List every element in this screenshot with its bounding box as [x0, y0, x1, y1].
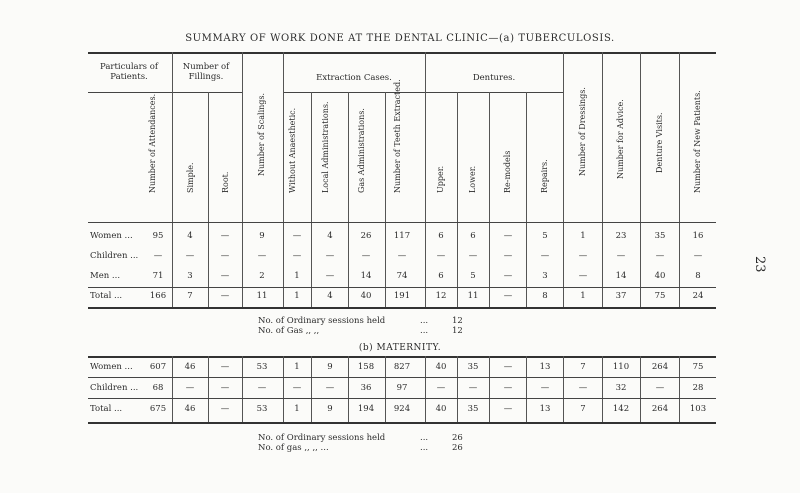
note-value: 26 [452, 443, 463, 453]
table-cell: — [220, 251, 230, 261]
table-cell: 9 [327, 362, 333, 372]
table-cell: 7 [580, 362, 586, 372]
table-cell: — [503, 404, 513, 414]
table-cell: — [503, 362, 513, 372]
table-cell: 14 [360, 271, 372, 281]
table-cell: 35 [654, 231, 666, 241]
table-cell: — [185, 383, 195, 393]
table-cell: — [693, 251, 703, 261]
col-divider [283, 52, 284, 307]
table-cell: 68 [152, 383, 164, 393]
table-cell: 40 [435, 404, 447, 414]
header-gas: Gas Administrations. [357, 108, 366, 193]
table-cell: 166 [149, 291, 167, 301]
table-bottom-rule [88, 307, 716, 309]
table-cell: 117 [393, 231, 411, 241]
row-label: Children ... [90, 251, 139, 261]
table-cell: 28 [692, 383, 704, 393]
row-label: Total ... [90, 291, 123, 301]
table-cell: — [185, 251, 195, 261]
table-cell: 6 [438, 271, 444, 281]
maternity-top-rule [88, 356, 716, 358]
header-local: Local Administrations. [321, 101, 330, 193]
subheader-rule-left [88, 92, 242, 93]
header-teeth-extracted: Number of Teeth Extracted. [393, 79, 402, 193]
maternity-bottom-rule [88, 422, 716, 424]
header-bottom-rule [88, 222, 716, 223]
table-cell: 36 [360, 383, 372, 393]
table-cell: — [292, 231, 302, 241]
table-cell: 1 [294, 271, 300, 281]
table-cell: 26 [360, 231, 372, 241]
table-cell: 4 [327, 231, 333, 241]
table-cell: 1 [580, 291, 586, 301]
note-value: 26 [452, 433, 463, 443]
table-cell: — [503, 291, 513, 301]
page-title: SUMMARY OF WORK DONE AT THE DENTAL CLINIC—(a) TUBERCULOSIS. [185, 33, 615, 44]
table-cell: — [540, 251, 550, 261]
table-cell: 264 [651, 362, 669, 372]
table-cell: 40 [435, 362, 447, 372]
col-divider [602, 52, 603, 307]
table-cell: 12 [435, 291, 447, 301]
header-new-patients: Number of New Patients. [693, 90, 702, 193]
table-cell: 16 [692, 231, 704, 241]
table-cell: 675 [149, 404, 167, 414]
table-cell: 194 [357, 404, 375, 414]
table-cell: 8 [542, 291, 548, 301]
col-divider [679, 52, 680, 307]
table-cell: — [616, 251, 626, 261]
table-cell: 35 [467, 362, 479, 372]
table-cell: 95 [152, 231, 164, 241]
table-cell: — [292, 251, 302, 261]
col-divider [242, 52, 243, 307]
header-denture-visits: Denture Visits. [655, 112, 664, 173]
table-cell: 5 [470, 271, 476, 281]
table-cell: 14 [615, 271, 627, 281]
table-cell: — [503, 251, 513, 261]
table-cell: 827 [393, 362, 411, 372]
table-cell: — [655, 251, 665, 261]
table-cell: 11 [256, 291, 268, 301]
table-cell: 1 [580, 231, 586, 241]
table-cell: — [436, 383, 446, 393]
header-remodels: Re-models [503, 150, 512, 193]
table-cell: 4 [187, 231, 193, 241]
table-cell: 110 [612, 362, 630, 372]
table-cell: — [503, 383, 513, 393]
table-cell: 6 [438, 231, 444, 241]
table-cell: — [292, 383, 302, 393]
table-cell: — [325, 251, 335, 261]
total-rule [88, 287, 716, 288]
table-cell: 924 [393, 404, 411, 414]
table-cell: 24 [692, 291, 704, 301]
table-cell: 158 [357, 362, 375, 372]
table-cell: 607 [149, 362, 167, 372]
table-cell: 103 [689, 404, 707, 414]
table-cell: 46 [184, 362, 196, 372]
maternity-title: (b) MATERNITY. [358, 343, 442, 353]
maternity-row-rule [88, 398, 716, 399]
table-cell: — [361, 251, 371, 261]
table-cell: 7 [187, 291, 193, 301]
header-simple: Simple. [186, 162, 195, 193]
table-cell: — [655, 383, 665, 393]
table-cell: — [220, 362, 230, 372]
subheader-rule-right [283, 92, 563, 93]
table-cell: 40 [360, 291, 372, 301]
table-cell: 53 [256, 362, 268, 372]
header-advice: Number for Advice. [616, 99, 625, 179]
table-cell: — [468, 383, 478, 393]
table-cell: 9 [259, 231, 265, 241]
table-cell: 4 [327, 291, 333, 301]
header-dressings: Number of Dressings. [578, 87, 587, 176]
table-cell: 35 [467, 404, 479, 414]
table-cell: 5 [542, 231, 548, 241]
row-label: Children ... [90, 383, 139, 393]
maternity-row-rule [88, 377, 716, 378]
table-cell: — [503, 231, 513, 241]
table-cell: — [220, 271, 230, 281]
table-cell: — [220, 291, 230, 301]
row-label: Men ... [90, 271, 121, 281]
table-cell: — [468, 251, 478, 261]
note-label: No. of Ordinary sessions held [258, 433, 386, 443]
note-dots: ... [420, 433, 429, 443]
table-cell: — [153, 251, 163, 261]
table-cell: — [220, 231, 230, 241]
table-cell: 1 [294, 362, 300, 372]
table-cell: 74 [396, 271, 408, 281]
table-cell: 13 [539, 404, 551, 414]
note-label: No. of Gas ,, ,, [258, 326, 320, 336]
table-cell: 75 [692, 362, 704, 372]
table-top-rule [88, 52, 716, 54]
col-divider [425, 52, 426, 307]
table-cell: 264 [651, 404, 669, 414]
table-cell: — [325, 271, 335, 281]
note-label: No. of Ordinary sessions held [258, 316, 386, 326]
row-label: Total ... [90, 404, 123, 414]
col-divider [563, 52, 564, 307]
table-cell: — [540, 383, 550, 393]
table-cell: — [397, 251, 407, 261]
header-particulars: Particulars of Patients. [99, 62, 158, 82]
table-cell: — [503, 271, 513, 281]
table-cell: 75 [654, 291, 666, 301]
header-lower: Lower. [468, 165, 477, 193]
row-label: Women ... [90, 231, 133, 241]
header-attendances: Number of Attendances. [148, 93, 157, 193]
table-cell: — [578, 271, 588, 281]
table-cell: — [436, 251, 446, 261]
table-cell: 32 [615, 383, 627, 393]
table-cell: — [220, 383, 230, 393]
table-cell: 23 [615, 231, 627, 241]
table-cell: — [220, 404, 230, 414]
table-cell: 97 [396, 383, 408, 393]
table-cell: 1 [294, 291, 300, 301]
header-fillings: Number of Fillings. [182, 62, 230, 82]
header-upper: Upper. [436, 165, 445, 193]
note-dots: ... [420, 326, 429, 336]
table-cell: 7 [580, 404, 586, 414]
header-scalings: Number of Scalings. [257, 92, 266, 176]
note-label: No. of gas ,, ,, ... [258, 443, 329, 453]
table-cell: 9 [327, 404, 333, 414]
col-divider [640, 52, 641, 307]
header-dentures: Dentures. [472, 73, 516, 83]
table-cell: 142 [612, 404, 630, 414]
table-cell: 37 [615, 291, 627, 301]
row-label: Women ... [90, 362, 133, 372]
col-divider [172, 52, 173, 307]
table-cell: — [257, 383, 267, 393]
note-value: 12 [452, 316, 463, 326]
table-cell: — [578, 383, 588, 393]
note-value: 12 [452, 326, 463, 336]
header-extraction: Extraction Cases. [316, 73, 392, 83]
table-cell: 8 [695, 271, 701, 281]
table-cell: 3 [542, 271, 548, 281]
table-cell: 46 [184, 404, 196, 414]
col-divider [563, 356, 564, 422]
note-dots: ... [420, 443, 429, 453]
table-cell: 1 [294, 404, 300, 414]
table-cell: 71 [152, 271, 164, 281]
table-cell: 2 [259, 271, 265, 281]
table-cell: 13 [539, 362, 551, 372]
table-cell: — [578, 251, 588, 261]
table-cell: — [325, 383, 335, 393]
table-cell: 6 [470, 231, 476, 241]
table-cell: 11 [467, 291, 479, 301]
table-cell: 191 [393, 291, 411, 301]
table-cell: 3 [187, 271, 193, 281]
table-cell: — [257, 251, 267, 261]
header-root: Root. [221, 171, 230, 193]
header-repairs: Repairs. [540, 159, 549, 193]
page-number: 23 [752, 256, 767, 273]
table-cell: 40 [654, 271, 666, 281]
col-divider [640, 356, 641, 422]
table-cell: 53 [256, 404, 268, 414]
note-dots: ... [420, 316, 429, 326]
header-without-anaesthetic: Without Anaesthetic. [288, 107, 297, 193]
